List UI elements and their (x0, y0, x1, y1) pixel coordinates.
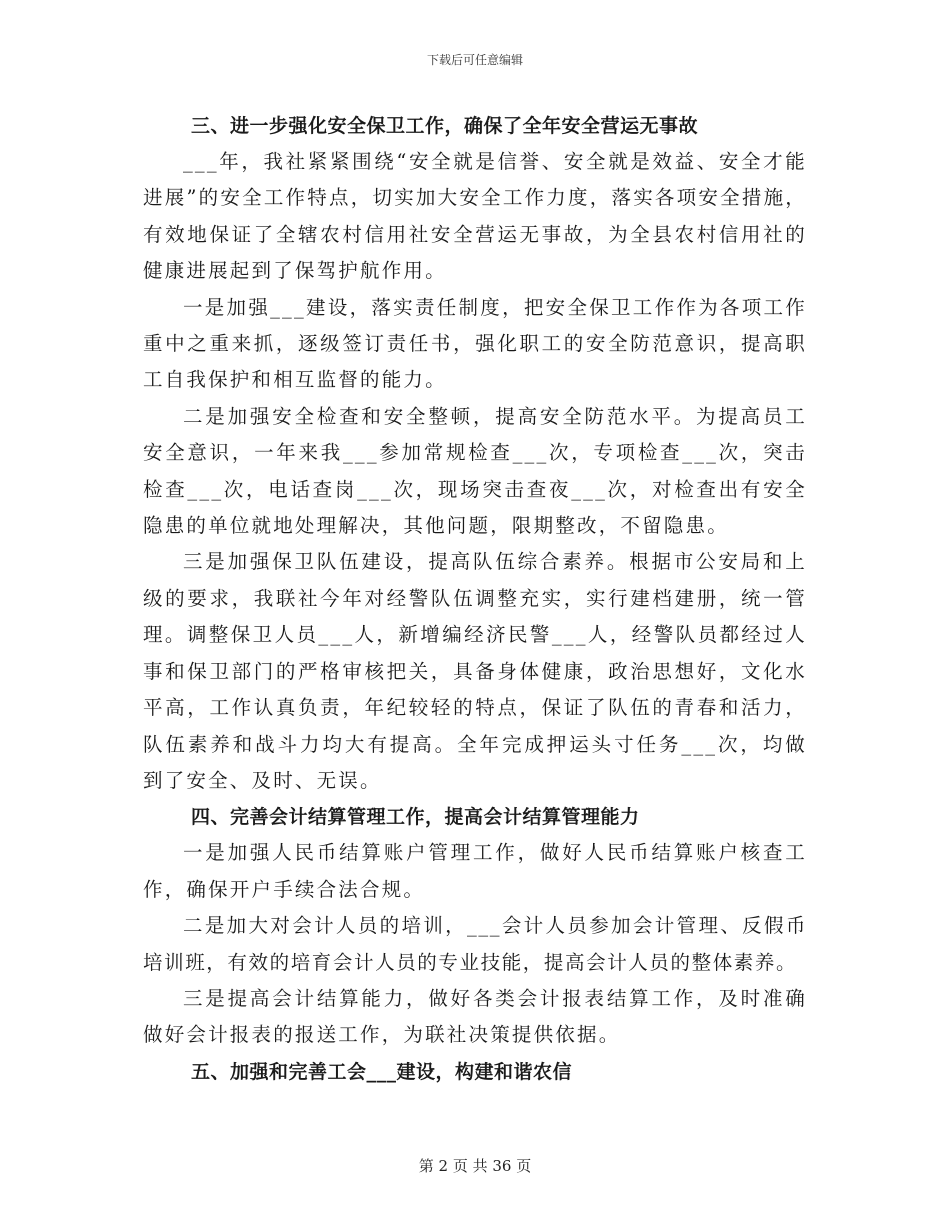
paragraph-s4-item-2: 二是加大对会计人员的培训，___会计人员参加会计管理、反假币培训班，有效的培育会计人员的专业技能，提高会计人员的整体素养。 (143, 914, 807, 974)
paragraph-s3-item-1: 一是加强___建设，落实责任制度，把安全保卫工作作为各项工作重中之重来抓，逐级签订责任书，强化职工的安全防范意识，提高职工自我保护和相互监督的能力。 (143, 295, 807, 392)
paragraph-s3-item-2: 二是加强安全检查和安全整顿，提高安全防范水平。为提高员工安全意识，一年来我___参加常规检查___次，专项检查___次，突击检查___次，电话查岗___次，现场突击查夜___次，对检查出有安全隐患的单位就地处理解决，其他问题，限期整改，不留隐患。 (143, 404, 807, 538)
section-heading-3: 三、进一步强化安全保卫工作，确保了全年安全营运无事故 (191, 115, 699, 137)
paragraph-s4-item-3: 三是提高会计结算能力，做好各类会计报表结算工作，及时准确做好会计报表的报送工作，为联社决策提供依据。 (143, 986, 807, 1047)
section-heading-4: 四、完善会计结算管理工作，提高会计结算管理能力 (191, 806, 640, 829)
paragraph-s4-item-1: 一是加强人民币结算账户管理工作，做好人民币结算账户核查工作，确保开户手续合法合规。 (143, 841, 807, 901)
page-footer: 第 2 页 共 36 页 (418, 1157, 532, 1175)
page-header: 下载后可任意编辑 (426, 53, 523, 67)
section-heading-5: 五、加强和完善工会___建设，构建和谐农信 (191, 1060, 573, 1083)
paragraph-s3-item-3: 三是加强保卫队伍建设，提高队伍综合素养。根据市公安局和上级的要求，我联社今年对经警队伍调整充实，实行建档建册，统一管理。调整保卫人员___人，新增编经济民警___人，经警队员都经过人事和保卫部门的严格审核把关，具备身体健康，政治思想好，文化水平高，工作认真负责，年纪较轻的特点，保证了队伍的青春和活力，队伍素养和战斗力均大有提高。全年完成押运头寸任务___次，均做到了安全、及时、无误。 (143, 550, 807, 792)
paragraph-s3-intro: ___年，我社紧紧围绕“安全就是信誉、安全就是效益、安全才能进展”的安全工作特点，切实加大安全工作力度，落实各项安全措施，有效地保证了全辖农村信用社安全营运无事故，为全县农村信用社的健康进展起到了保驾护航作用。 (143, 150, 807, 283)
document-body (143, 108, 807, 1090)
